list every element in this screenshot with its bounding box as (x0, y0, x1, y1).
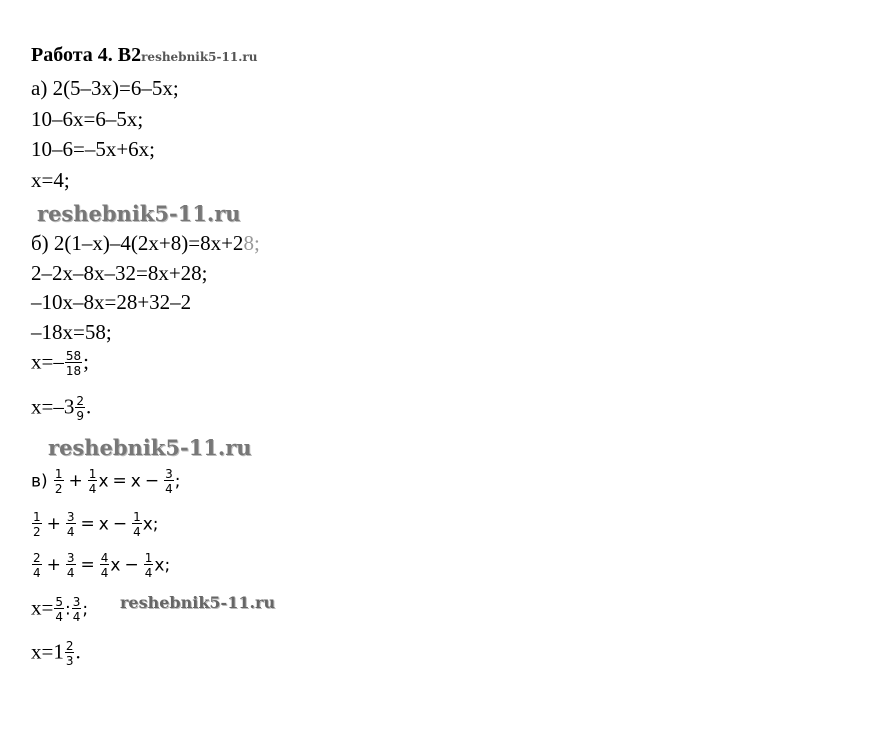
fraction (66, 552, 76, 579)
part-a-line-1: а) 2(5–3x)=6–5x; (31, 76, 179, 100)
denominator: 18 (65, 364, 82, 378)
numerator: 3 (66, 510, 75, 524)
fraction (132, 511, 142, 538)
denominator: 4 (72, 610, 81, 624)
operator: − (144, 471, 160, 492)
part-b-line-1-main: б) 2(1–x)–4(2x+8)=8x+2 (31, 231, 244, 255)
denominator: 4 (133, 525, 141, 539)
part-a-line-4: x=4; (31, 168, 70, 192)
fraction (65, 640, 75, 667)
fraction (54, 596, 64, 623)
numerator: 1 (133, 510, 141, 524)
part-b-line-3 (31, 292, 191, 313)
part-c-line-1 (31, 468, 180, 495)
part-b-line-6-prefix: x=–3 (31, 394, 75, 419)
part-b-line-6-suffix: . (85, 394, 92, 419)
denominator: 4 (33, 566, 41, 580)
fraction (72, 596, 82, 623)
denominator: 4 (88, 482, 97, 496)
numerator: 1 (33, 510, 41, 524)
numerator: 3 (66, 551, 75, 565)
variable: x (98, 471, 109, 492)
variable: x (142, 514, 153, 535)
line-end: ; (152, 514, 159, 535)
operator: = (112, 471, 127, 492)
part-c-line-5 (31, 640, 81, 667)
denominator: 2 (33, 525, 41, 539)
fraction (164, 468, 174, 495)
fraction (65, 350, 82, 377)
fraction (75, 395, 85, 422)
numerator: 2 (33, 551, 41, 565)
operator: = (80, 514, 95, 535)
fraction (66, 511, 76, 538)
watermark-2: reshebnik5-11.ru (48, 435, 252, 460)
watermark-3: reshebnik5-11.ru (120, 593, 276, 612)
operator: − (124, 555, 139, 576)
operator: − (112, 514, 128, 535)
part-a-line-3: 10–6=–5x+6x; (31, 137, 156, 161)
fraction (32, 552, 42, 579)
part-b-line-3-main: –10x–8x=28+32–2 (31, 290, 192, 314)
line-end: ; (164, 555, 171, 576)
denominator: 2 (54, 482, 63, 496)
fraction (100, 552, 110, 579)
title-watermark: reshebnik5-11.ru (141, 50, 258, 64)
part-a-line-2: 10–6x=6–5x; (31, 107, 144, 131)
part-c-label: в) (31, 471, 48, 492)
variable: x (130, 471, 141, 492)
part-c-line-4 (31, 596, 88, 623)
numerator: 1 (54, 467, 63, 481)
part-c-line-5-suffix: . (75, 639, 81, 664)
numerator: 5 (55, 595, 63, 609)
numerator: 2 (76, 394, 84, 408)
watermark-1: reshebnik5-11.ru (37, 201, 241, 226)
operator: + (68, 471, 83, 492)
part-b-line-2: 2–2x–8x–32=8x+28; (31, 261, 208, 285)
operator: = (80, 555, 95, 576)
fraction (32, 511, 42, 538)
numerator: 2 (65, 639, 74, 653)
denominator: 4 (165, 482, 173, 496)
fraction (54, 468, 64, 495)
variable: x (110, 555, 121, 576)
fraction (88, 468, 98, 495)
denominator: 3 (65, 654, 74, 668)
line-end: ; (82, 599, 89, 620)
part-b-line-5-prefix: x=– (31, 349, 64, 374)
line-end: ; (174, 471, 181, 492)
part-b-line-1-faded: 8; (243, 231, 260, 255)
fraction (144, 552, 154, 579)
part-c-line-2 (31, 511, 159, 538)
denominator: 9 (76, 409, 84, 423)
numerator: 1 (88, 467, 97, 481)
operator: : (64, 599, 71, 620)
part-c-line-3 (31, 552, 170, 579)
part-c-line-4-prefix: x= (31, 595, 54, 620)
numerator: 4 (100, 551, 109, 565)
operator: + (46, 555, 61, 576)
numerator: 58 (65, 349, 82, 363)
part-b-line-6 (31, 395, 91, 422)
denominator: 4 (144, 566, 153, 580)
part-b-line-4: –18x=58; (31, 320, 112, 344)
denominator: 4 (55, 610, 63, 624)
numerator: 3 (165, 467, 173, 481)
page-title (31, 45, 257, 65)
denominator: 4 (66, 525, 75, 539)
variable: x (98, 514, 109, 535)
variable: x (154, 555, 165, 576)
numerator: 3 (72, 595, 81, 609)
title-text: Работа 4. B2 (31, 44, 142, 66)
part-c-line-5-prefix: x=1 (31, 639, 64, 664)
part-b-line-5 (31, 350, 89, 377)
denominator: 4 (100, 566, 109, 580)
operator: + (46, 514, 61, 535)
part-b-line-5-suffix: ; (83, 349, 89, 374)
denominator: 4 (66, 566, 75, 580)
part-b-line-1 (31, 233, 260, 254)
numerator: 1 (144, 551, 153, 565)
